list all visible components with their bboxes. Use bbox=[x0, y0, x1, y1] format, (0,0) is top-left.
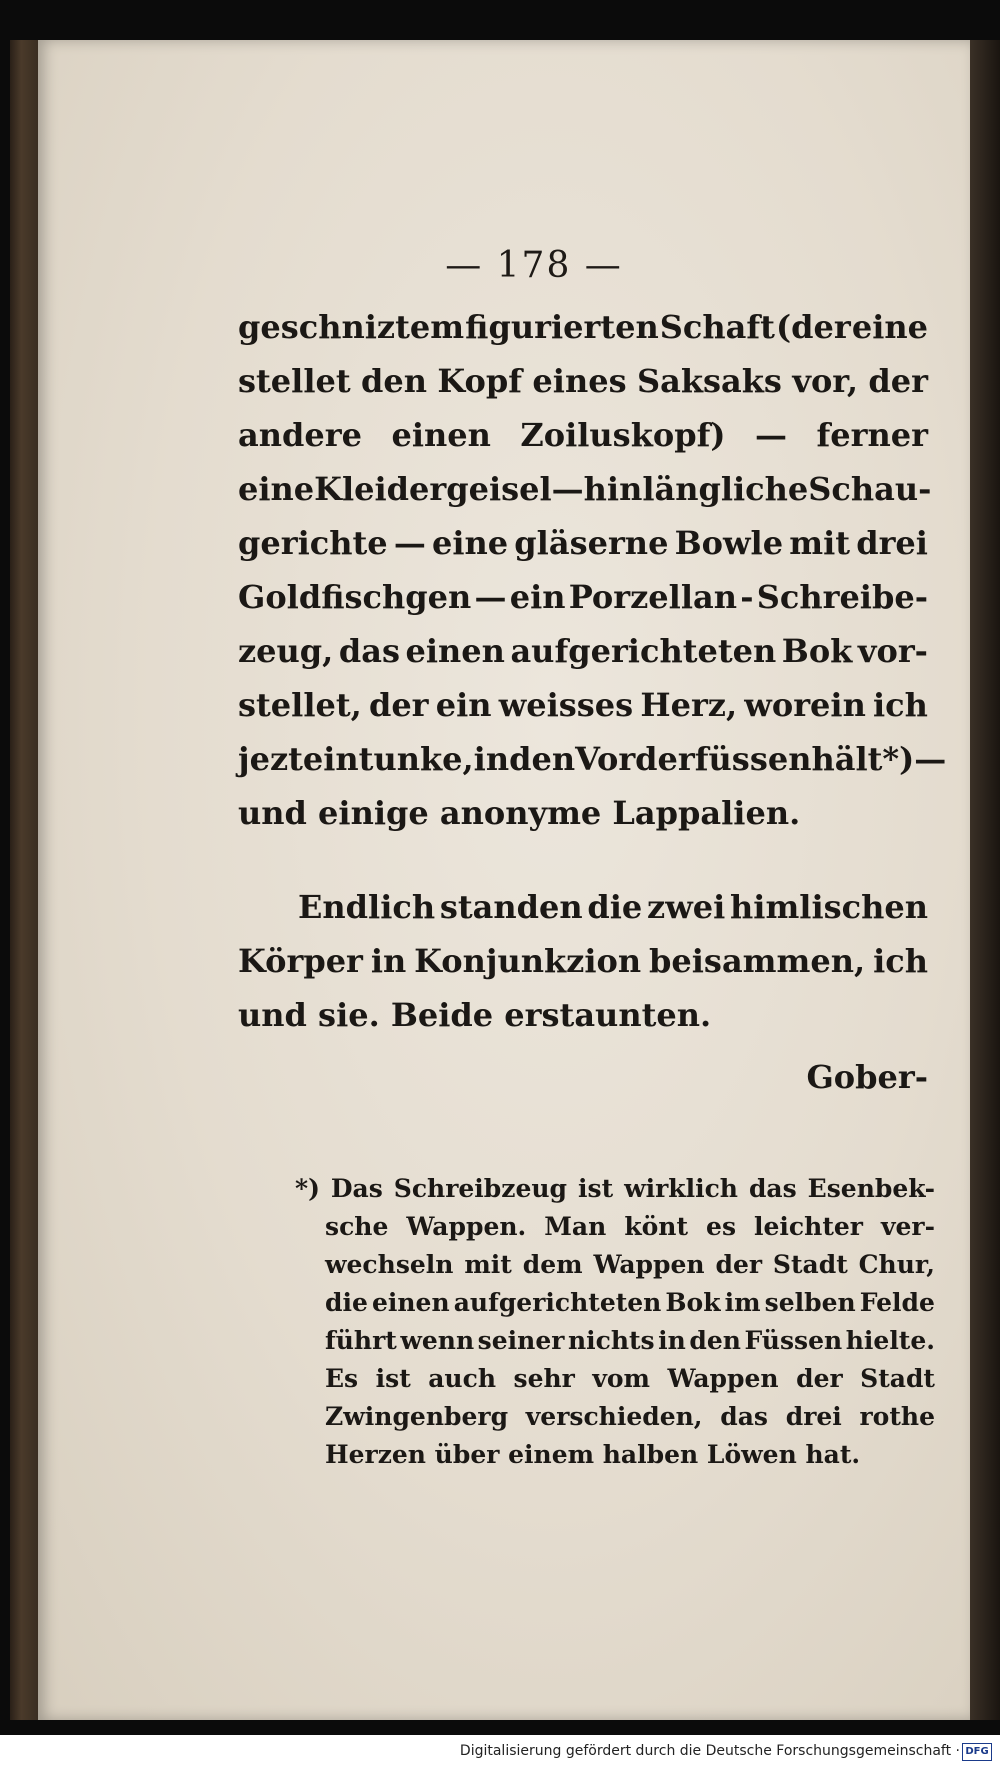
catchword: Gober- bbox=[806, 1058, 928, 1096]
text-line: geschniztem figurierten Schaft (der eine bbox=[238, 308, 928, 346]
footnote-line: Es ist auch sehr vom Wappen der Stadt bbox=[325, 1364, 935, 1393]
footer-credit: Digitalisierung gefördert durch die Deutsche Forschungsgemeinschaft · bbox=[459, 1743, 960, 1759]
text-line: eine Kleidergeisel — hinlängliche Schau- bbox=[238, 470, 932, 508]
text-line: Goldfischgen — ein Porzellan - Schreibe- bbox=[238, 578, 928, 616]
footnote-line: Zwingenberg verschieden, das drei rothe bbox=[325, 1402, 935, 1431]
text-line: Körper in Konjunkzion beisammen, ich bbox=[238, 942, 928, 980]
footnote-line: *) Das Schreibzeug ist wirklich das Esenbek- bbox=[295, 1174, 935, 1203]
footnote-line: führt wenn seiner nichts in den Füssen hielte. bbox=[325, 1326, 935, 1355]
text-line: und sie. Beide erstaunten. bbox=[238, 996, 712, 1034]
text-line: Endlich standen die zwei himlischen bbox=[298, 888, 928, 926]
paragraph-1 bbox=[238, 300, 947, 840]
footnote bbox=[295, 1170, 935, 1474]
footnote-line: sche Wappen. Man könt es leichter ver- bbox=[325, 1212, 935, 1241]
text-line: und einige anonyme Lappalien. bbox=[238, 794, 801, 832]
page-number: — 178 — bbox=[445, 245, 623, 286]
digitization-footer bbox=[0, 1735, 1000, 1769]
text-line: andere einen Zoiluskopf) — ferner bbox=[238, 416, 928, 454]
footnote-line: wechseln mit dem Wappen der Stadt Chur, bbox=[325, 1250, 935, 1279]
paragraph-2 bbox=[238, 880, 928, 1042]
footnote-line: die einen aufgerichteten Bok im selben Felde bbox=[325, 1288, 935, 1317]
text-line: zeug, das einen aufgerichteten Bok vor- bbox=[238, 632, 928, 670]
text-line: stellet den Kopf eines Saksaks vor, der bbox=[238, 362, 928, 400]
text-line: gerichte — eine gläserne Bowle mit drei bbox=[238, 524, 928, 562]
book-binding bbox=[10, 40, 38, 1720]
text-line: stellet, der ein weisses Herz, worein ich bbox=[238, 686, 928, 724]
dfg-logo-icon: DFG bbox=[962, 1743, 992, 1761]
footnote-line: Herzen über einem halben Löwen hat. bbox=[325, 1440, 861, 1469]
text-line: jezt eintunke, in den Vorderfüssen hält *) — bbox=[238, 740, 947, 778]
page-edge bbox=[970, 40, 1000, 1720]
